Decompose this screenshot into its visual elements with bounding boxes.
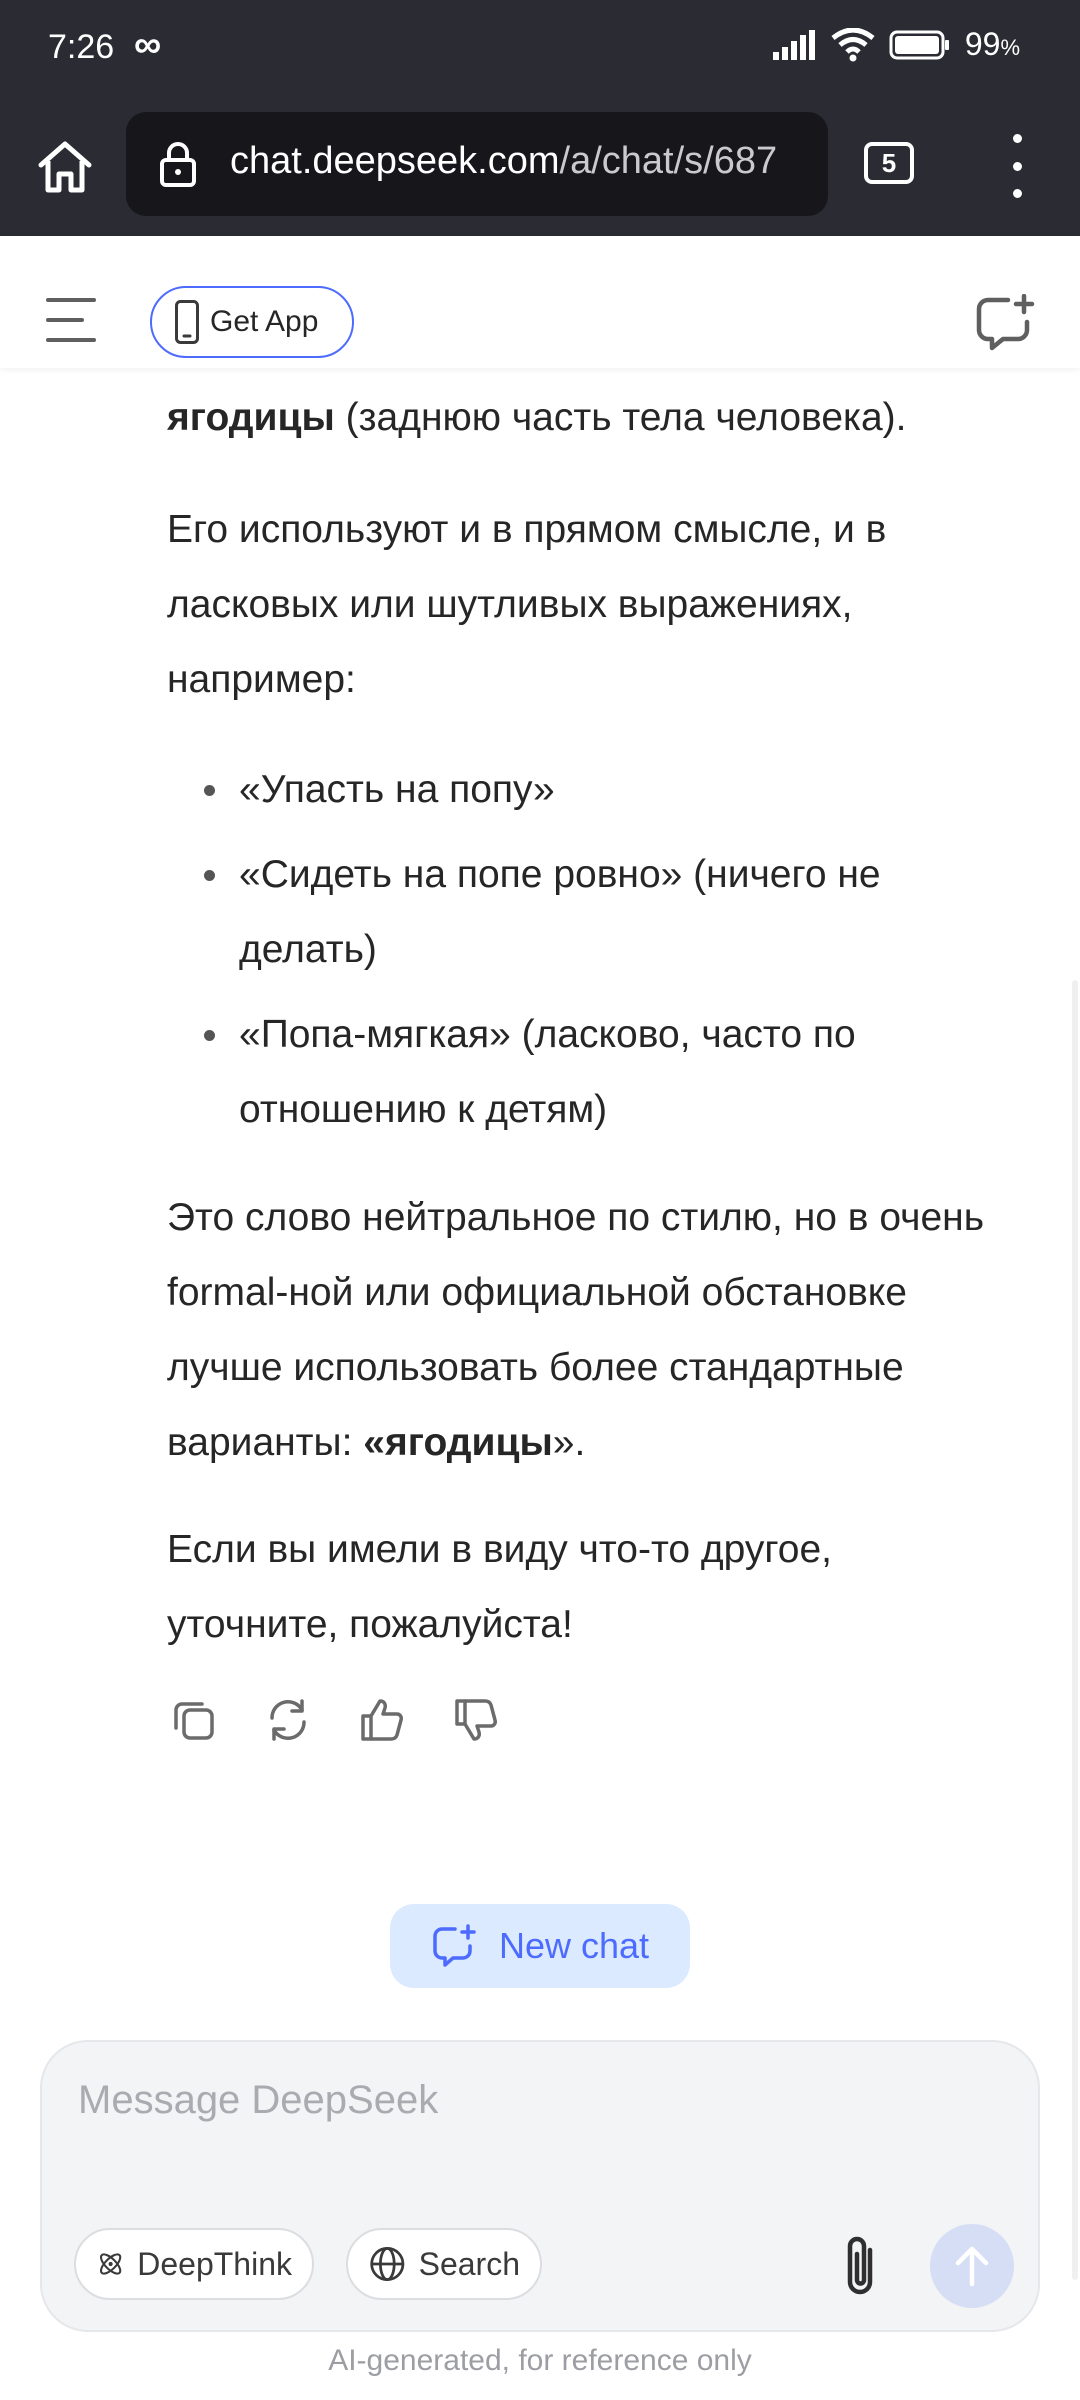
wifi-icon <box>831 28 875 62</box>
message-actions <box>168 1692 502 1748</box>
infinity-icon: ∞ <box>134 24 162 66</box>
status-bar <box>0 0 1080 98</box>
send-button[interactable] <box>930 2224 1014 2308</box>
status-indicators <box>771 26 1020 63</box>
regenerate-button[interactable] <box>262 1692 314 1748</box>
get-app-label: Get App <box>210 305 319 338</box>
message-paragraph: ягодицы (заднюю часть тела человека). <box>167 396 907 439</box>
copy-icon <box>170 1696 218 1744</box>
message-paragraph: Если вы имели в виду что-то другое, уточните, пожалуйста! <box>167 1528 833 1646</box>
menu-dot <box>1013 162 1022 171</box>
example-list <box>167 752 987 1157</box>
menu-button[interactable] <box>1000 134 1034 198</box>
browser-toolbar <box>0 98 1080 236</box>
message-paragraph: Его используют и в прямом смысле, и в ласковых или шутливых выражениях, например: <box>167 508 887 701</box>
scrollbar[interactable] <box>1072 980 1078 2280</box>
tab-count: 5 <box>881 148 897 178</box>
get-app-button[interactable] <box>150 286 354 358</box>
battery-percent: 99% <box>964 26 1020 62</box>
atom-icon <box>96 2243 125 2285</box>
thumbs-down-icon <box>452 1696 500 1744</box>
copy-button[interactable] <box>168 1692 220 1748</box>
home-icon <box>36 139 94 195</box>
search-label: Search <box>418 2245 520 2282</box>
message-paragraph: Это слово нейтральное по стилю, но в очень formal-ной или официальной обстановке лучше использовать более стандартные варианты: «ягодицы». <box>167 1196 985 1464</box>
address-bar[interactable] <box>126 112 828 216</box>
thumbs-up-button[interactable] <box>356 1692 408 1748</box>
app-header <box>0 236 1080 368</box>
disclaimer-text: AI-generated, for reference only <box>328 2344 752 2377</box>
url-text: chat.deepseek.com/a/chat/s/687 <box>230 140 778 182</box>
new-chat-icon[interactable] <box>974 294 1036 352</box>
deepthink-toggle[interactable] <box>74 2228 314 2300</box>
message-composer <box>40 2040 1040 2332</box>
menu-dot <box>1013 134 1022 143</box>
tabs-button[interactable] <box>864 142 914 184</box>
list-item: «Упасть на попу» <box>167 752 987 827</box>
signal-icon <box>771 30 817 60</box>
phone-icon <box>174 299 200 345</box>
battery-icon <box>889 30 951 60</box>
new-chat-label: New chat <box>498 1925 650 1966</box>
thumbs-up-icon <box>358 1696 406 1744</box>
paperclip-icon[interactable] <box>832 2232 892 2304</box>
list-item: «Сидеть на попе ровно» (ничего не делать) <box>167 837 987 987</box>
message-input[interactable] <box>78 2078 978 2123</box>
bold-term: ягодицы <box>384 1421 553 1464</box>
arrow-up-icon <box>952 2244 992 2288</box>
status-time: 7:26 <box>48 28 115 66</box>
hamburger-line <box>46 338 96 342</box>
deepthink-label: DeepThink <box>137 2245 292 2282</box>
lock-icon <box>158 140 198 188</box>
home-button[interactable] <box>30 132 100 202</box>
hamburger-line <box>46 318 84 322</box>
search-toggle[interactable] <box>346 2228 542 2300</box>
globe-icon <box>368 2243 407 2285</box>
bold-term: ягодицы <box>167 396 335 439</box>
new-chat-icon <box>431 1924 477 1968</box>
regenerate-icon <box>264 1696 312 1744</box>
hamburger-line <box>46 298 96 302</box>
sidebar-toggle-button[interactable] <box>46 298 96 346</box>
menu-dot <box>1013 189 1022 198</box>
new-chat-button[interactable] <box>390 1904 690 1988</box>
thumbs-down-button[interactable] <box>450 1692 502 1748</box>
list-item: «Попа-мягкая» (ласково, часто по отношению к детям) <box>167 997 987 1147</box>
